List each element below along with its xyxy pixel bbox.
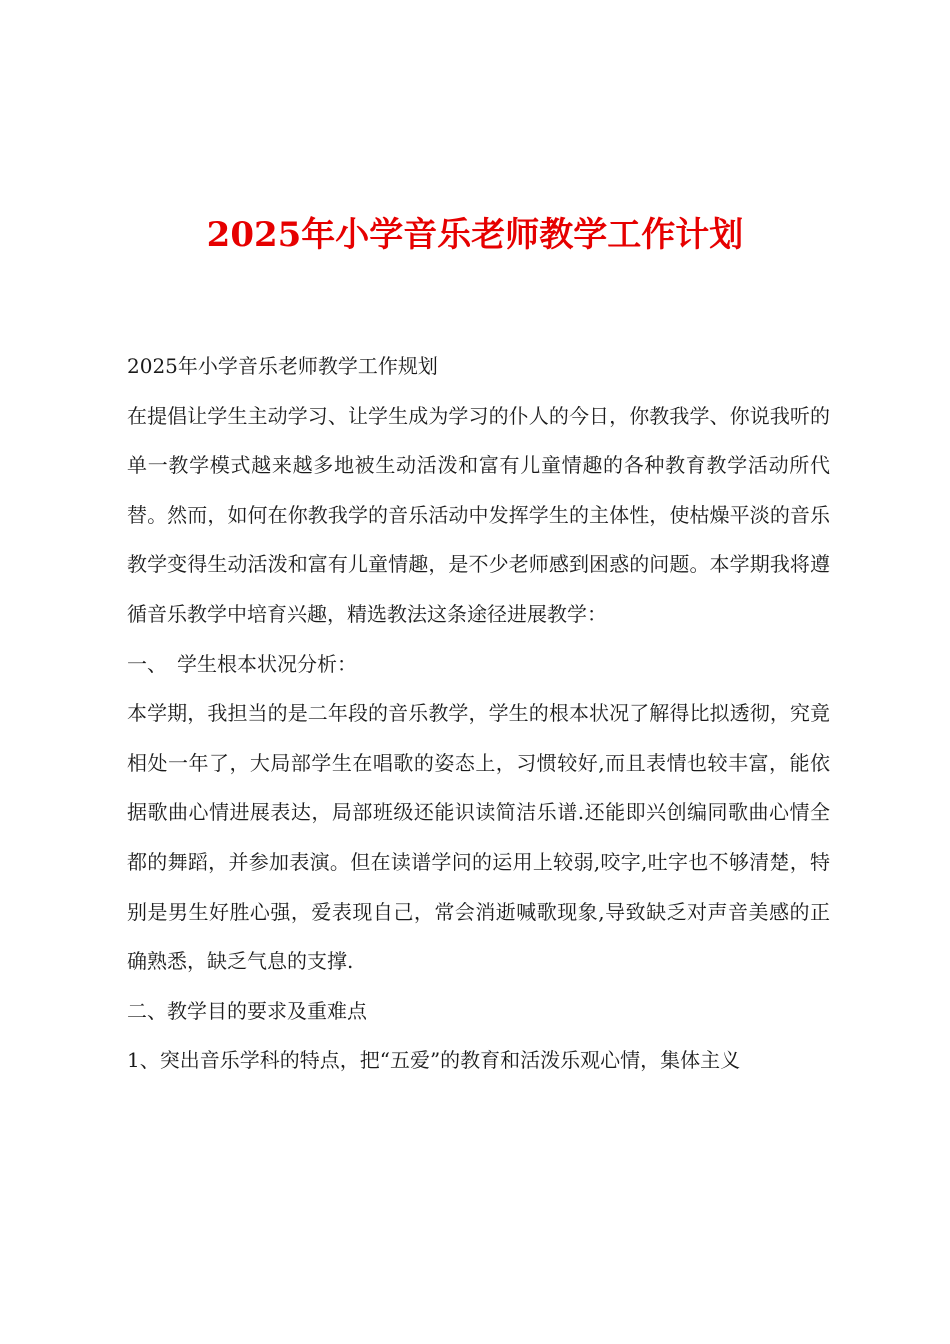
intro-paragraph: 在提倡让学生主动学习、让学生成为学习的仆人的今日，你教我学、你说我听的单一教学模式越来越多地被生动活泼和富有儿童情趣的各种教育教学活动所代替。然而，如何在你教我学的音乐活动中发挥学生的主体性，使枯燥平淡的音乐教学变得生动活泼和富有儿童情趣，是不少老师感到困惑的问题。本学期我将遵循音乐教学中培育兴趣，精选教法这条途径进展教学： — [127, 403, 830, 626]
section-heading-teaching-goals: 二、教学目的要求及重难点 — [127, 998, 367, 1023]
section-heading-student-analysis: 一、 学生根本状况分析： — [127, 651, 357, 676]
document-title: 2025年小学音乐老师教学工作计划 — [206, 215, 744, 255]
document-body — [127, 342, 830, 1086]
document-subtitle: 2025年小学音乐老师教学工作规划 — [127, 354, 438, 378]
goal-item-1: 1、突出音乐学科的特点，把“五爱”的教育和活泼乐观心情，集体主义 — [127, 1048, 741, 1073]
student-analysis-paragraph: 本学期，我担当的是二年段的音乐教学，学生的根本状况了解得比拟透彻，究竟相处一年了，大局部学生在唱歌的姿态上，习惯较好,而且表情也较丰富，能依据歌曲心情进展表达，局部班级还能识读简洁乐谱.还能即兴创编同歌曲心情全都的舞蹈，并参加表演。但在读谱学问的运用上较弱,咬字,吐字也不够清楚，特别是男生好胜心强，爱表现自己，常会消逝喊歌现象,导致缺乏对声音美感的正确熟悉，缺乏气息的支撑. — [127, 701, 830, 974]
